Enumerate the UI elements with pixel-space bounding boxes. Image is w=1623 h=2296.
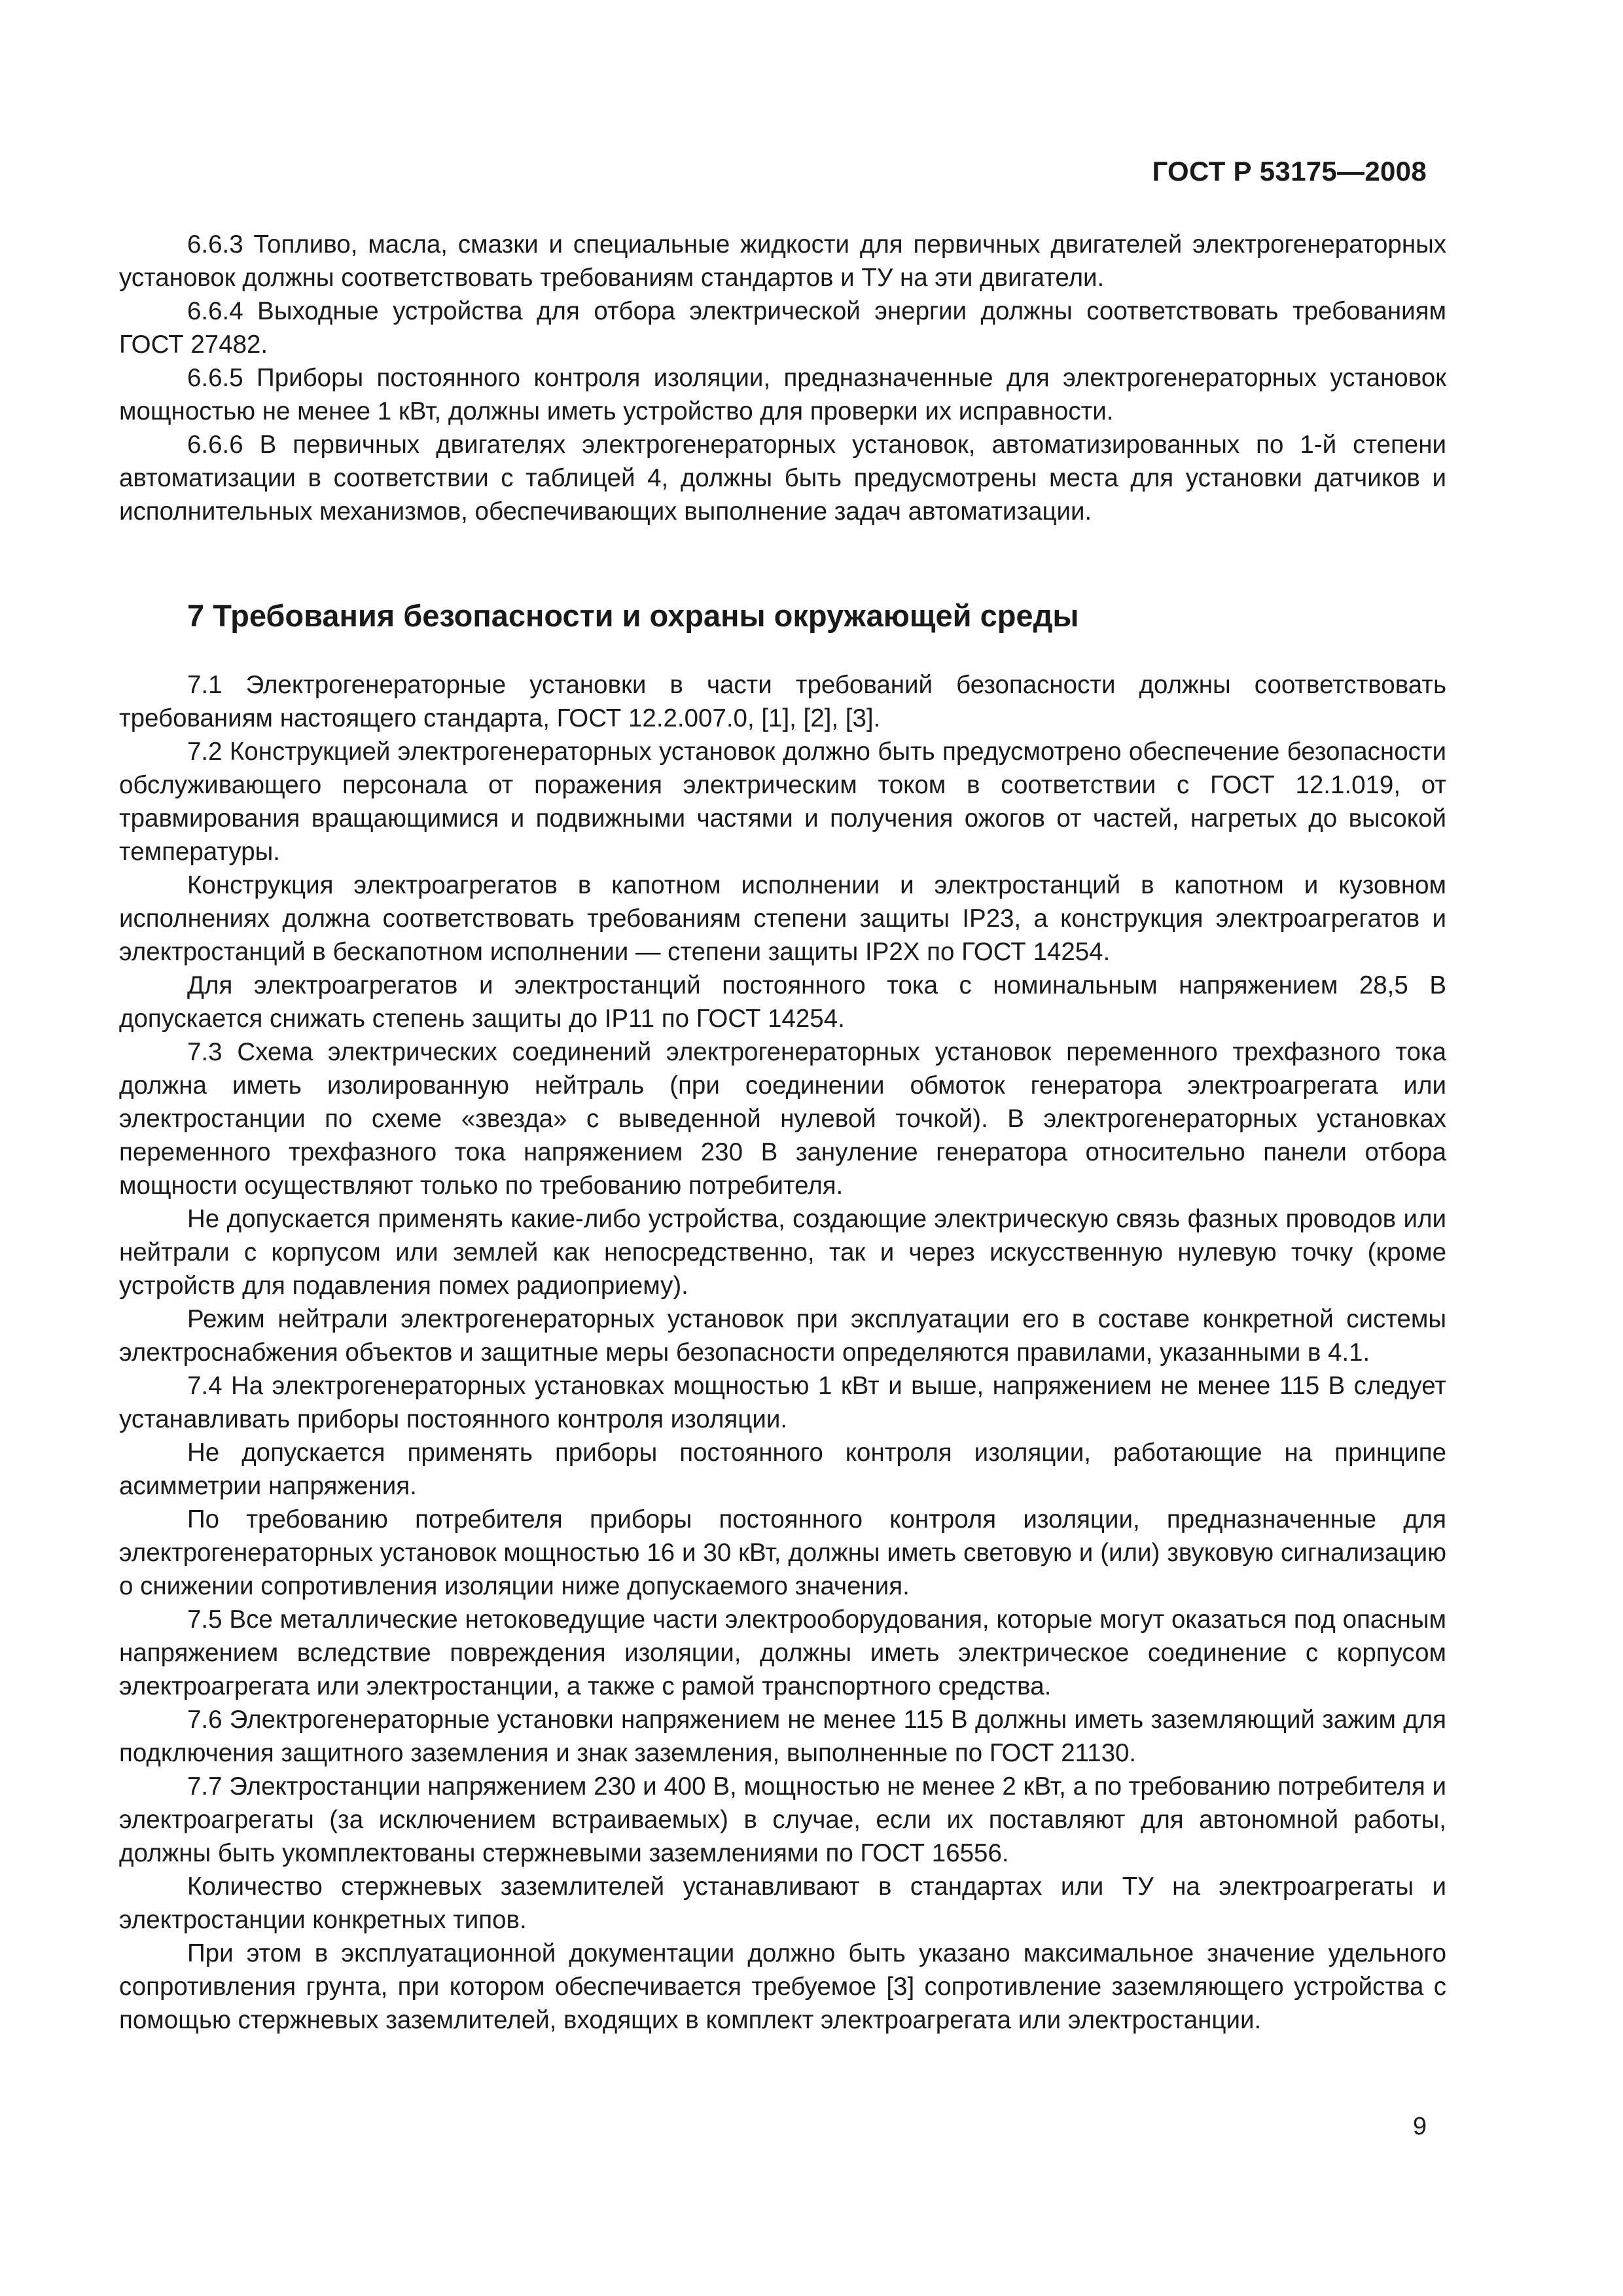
- paragraph-7-7-soil: При этом в эксплуатационной документации должно быть указано максимальное значение удельного сопротивления грунта, при котором обеспечивается требуемое [3] сопротивление заземляющего устройства с помощью стержневых заземлителей, входящих в комплект электроагрегата или электростанции.: [119, 1939, 1446, 2034]
- paragraph-7-7: 7.7 Электростанции напряжением 230 и 400 В, мощностью не менее 2 кВт, а по требованию потребителя и электроагрегаты (за исключением встраиваемых) в случае, если их поставляют для автономной работы, должны быть укомплектованы стержневыми заземлениями по ГОСТ 16556.: [119, 1772, 1446, 1867]
- spacer: [119, 528, 1446, 596]
- paragraph-7-3: 7.3 Схема электрических соединений электрогенераторных установок переменного трехфазного тока должна иметь изолированную нейтраль (при соединении обмоток генератора электроагрегата или электростанции по схеме «звезда» с выведенной нулевой точкой). В электрогенераторных установках переменного трехфазного тока напряжением 230 В зануление генератора относительно панели отбора мощности осуществляют только по требованию потребителя.: [119, 1038, 1446, 1200]
- document-code: ГОСТ Р 53175—2008: [1152, 156, 1427, 187]
- paragraph-7-4-asymmetry: Не допускается применять приборы постоянного контроля изоляции, работающие на принципе асимметрии напряжения.: [119, 1439, 1446, 1500]
- paragraph-6-6-3: 6.6.3 Топливо, масла, смазки и специальные жидкости для первичных двигателей электрогенераторных установок должны соответствовать требованиям стандартов и ТУ на эти двигатели.: [119, 230, 1446, 292]
- paragraph-7-2: 7.2 Конструкцией электрогенераторных установок должно быть предусмотрено обеспечение безопасности обслуживающего персонала от поражения электрическим током в соответствии с ГОСТ 12.1.019, от травмирования вращающимися и подвижными частями и получения ожогов от частей, нагретых до высокой температуры.: [119, 738, 1446, 866]
- paragraph-7-7-count: Количество стержневых заземлителей устанавливают в стандартах или ТУ на электроагрегаты и электростанции конкретных типов.: [119, 1873, 1446, 1934]
- paragraph-7-2-design: Конструкция электроагрегатов в капотном исполнении и электростанций в капотном и кузовном исполнениях должна соответствовать требованиям степени защиты IP23, а конструкция электроагрегатов и электростанций в бескапотном исполнении — степени защиты IP2X по ГОСТ 14254.: [119, 871, 1446, 966]
- page-content: [119, 228, 1446, 2037]
- paragraph-7-3-neutral: Режим нейтрали электрогенераторных установок при эксплуатации его в составе конкретной системы электроснабжения объектов и защитные меры безопасности определяются правилами, указанными в 4.1.: [119, 1305, 1446, 1367]
- section-title: 7 Требования безопасности и охраны окружающей среды: [187, 598, 1079, 633]
- paragraph-7-1: 7.1 Электрогенераторные установки в части требований безопасности должны соответствовать требованиям настоящего стандарта, ГОСТ 12.2.007.0, [1], [2], [3].: [119, 671, 1446, 732]
- paragraph-7-2-dc: Для электроагрегатов и электростанций постоянного тока с номинальным напряжением 28,5 В допускается снижать степень защиты до IP11 по ГОСТ 14254.: [119, 971, 1446, 1033]
- paragraph-7-4: 7.4 На электрогенераторных установках мощностью 1 кВт и выше, напряжением не менее 115 В следует устанавливать приборы постоянного контроля изоляции.: [119, 1372, 1446, 1433]
- paragraph-7-4-signaling: По требованию потребителя приборы постоянного контроля изоляции, предназначенные для электрогенераторных установок мощностью 16 и 30 кВт, должны иметь световую и (или) звуковую сигнализацию о снижении сопротивления изоляции ниже допускаемого значения.: [119, 1505, 1446, 1600]
- page-number: 9: [1412, 2113, 1427, 2140]
- paragraph-6-6-4: 6.6.4 Выходные устройства для отбора электрической энергии должны соответствовать требованиям ГОСТ 27482.: [119, 297, 1446, 359]
- paragraph-7-6: 7.6 Электрогенераторные установки напряжением не менее 115 В должны иметь заземляющий зажим для подключения защитного заземления и знак заземления, выполненные по ГОСТ 21130.: [119, 1706, 1446, 1767]
- spacer: [119, 636, 1446, 668]
- paragraph-6-6-6: 6.6.6 В первичных двигателях электрогенераторных установок, автоматизированных по 1-й степени автоматизации в соответствии с таблицей 4, должны быть предусмотрены места для установки датчиков и исполнительных механизмов, обеспечивающих выполнение задач автоматизации.: [119, 431, 1446, 526]
- paragraph-6-6-5: 6.6.5 Приборы постоянного контроля изоляции, предназначенные для электрогенераторных установок мощностью не менее 1 кВт, должны иметь устройство для проверки их исправности.: [119, 364, 1446, 425]
- paragraph-7-5: 7.5 Все металлические нетоковедущие части электрооборудования, которые могут оказаться под опасным напряжением вследствие повреждения изоляции, должны иметь электрическое соединение с корпусом электроагрегата или электростанции, а также с рамой транспортного средства.: [119, 1605, 1446, 1700]
- paragraph-7-3-prohibition: Не допускается применять какие-либо устройства, создающие электрическую связь фазных проводов или нейтрали с корпусом или землей как непосредственно, так и через искусственную нулевую точку (кроме устройств для подавления помех радиоприему).: [119, 1205, 1446, 1300]
